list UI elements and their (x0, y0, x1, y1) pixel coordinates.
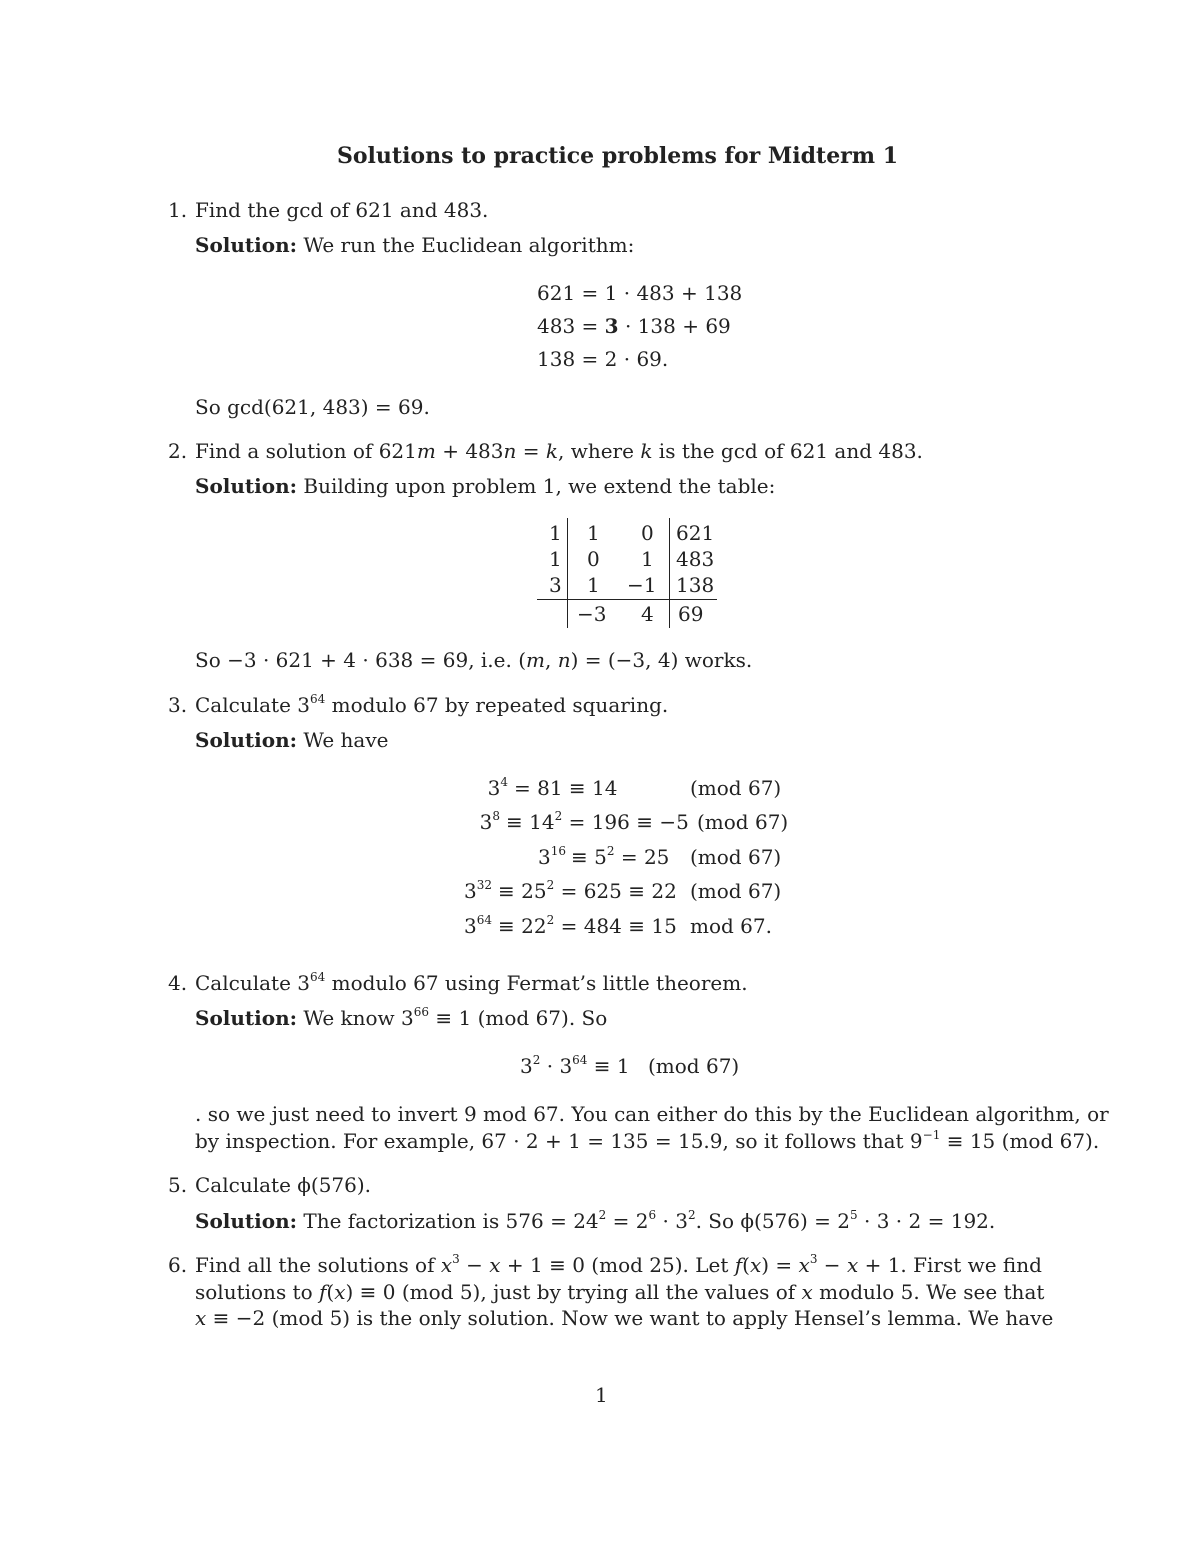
problem-1-solution (195, 235, 634, 255)
text-fragment: 3 (537, 845, 551, 869)
eq-lhs: 621 (537, 281, 576, 305)
exponent: 5 (850, 1208, 858, 1222)
solution-text: Building upon problem 1, we extend the table: (303, 474, 776, 498)
table-cell: 138 (676, 573, 715, 597)
text-fragment: 3 (520, 1054, 533, 1078)
exponent: 64 (572, 1053, 588, 1067)
square-row-lhs (400, 913, 492, 938)
text-fragment: ≡ 1 (587, 1054, 630, 1078)
var-m: m (526, 648, 545, 672)
text-fragment: − (459, 1253, 490, 1277)
exponent: 2 (546, 913, 555, 927)
table-cell: 0 (587, 547, 600, 571)
exponent: −1 (922, 1128, 941, 1142)
solution-text: We know 3 (303, 1006, 414, 1030)
square-row-mod: (mod 67) (690, 845, 782, 869)
problem-2-conclusion (195, 650, 752, 670)
text-fragment: ( (742, 1253, 750, 1277)
var-k: k (545, 439, 558, 463)
problem-2-number: 2. (168, 439, 188, 463)
text-fragment: ≡ 22 (498, 914, 547, 938)
q-text: modulo 67 using Fermat’s little theorem. (325, 971, 748, 995)
text-fragment: solutions to (195, 1280, 319, 1304)
euclid-eq-1 (537, 283, 742, 303)
square-row-lhs (400, 775, 508, 800)
euclid-eq-2 (537, 316, 731, 336)
math-variable: f (734, 1253, 743, 1277)
exponent: 2 (554, 809, 563, 823)
page-title: Solutions to practice problems for Midterm 1 (337, 143, 899, 169)
c-text: So −3 · 621 + 4 · 638 = 69, i.e. ( (195, 648, 527, 672)
math-variable: f (319, 1280, 327, 1304)
text-fragment: = 2 (606, 1209, 649, 1233)
text-fragment: · 3 (540, 1054, 573, 1078)
problem-2-question (195, 441, 923, 461)
var-n: n (503, 439, 517, 463)
problem-2-solution (195, 476, 775, 496)
exponent: 2 (546, 878, 555, 892)
text-fragment: ≡ −2 (mod 5) is the only solution. Now we want to apply Hensel’s lemma. We have (206, 1306, 1054, 1330)
table-cell: 1 (641, 547, 654, 571)
exponent: 32 (476, 878, 492, 892)
eq-bold-quotient: 3 (604, 314, 619, 338)
solution-text: We have (303, 728, 389, 752)
text-fragment: modulo 5. We see that (812, 1280, 1045, 1304)
table-cell: 1 (587, 521, 600, 545)
page-number: 1 (595, 1383, 608, 1407)
problem-4-para-line-2 (195, 1128, 1100, 1153)
eq-rhs: = 1 · 483 + 138 (581, 281, 743, 305)
problem-1-question: Find the gcd of 621 and 483. (195, 198, 489, 222)
math-variable: x (440, 1253, 453, 1277)
text-fragment: + 1. First we find (858, 1253, 1042, 1277)
solution-label: Solution: (195, 1006, 298, 1030)
text-fragment: Find all the solutions of (195, 1253, 441, 1277)
exponent: 3 (452, 1252, 460, 1266)
math-variable: x (798, 1253, 810, 1277)
q-text: Calculate 3 (195, 971, 310, 995)
q-text: , where (558, 439, 641, 463)
solution-label: Solution: (195, 474, 298, 498)
text-fragment: ( (326, 1280, 335, 1304)
text-fragment: · 3 (656, 1209, 688, 1233)
text-fragment: = 25 (614, 845, 670, 869)
var-k: k (640, 439, 653, 463)
c-text: , (544, 648, 558, 672)
text-fragment: · 3 · 2 = 192. (857, 1209, 996, 1233)
table-cell: 0 (641, 521, 654, 545)
table-cell: −1 (627, 573, 657, 597)
text-fragment: 3 (463, 914, 477, 938)
table-cell: 4 (641, 602, 654, 626)
exponent: 2 (687, 1208, 696, 1222)
exponent: 66 (413, 1005, 430, 1019)
table-cell: −3 (577, 602, 607, 626)
problem-4-solution (195, 1005, 608, 1030)
exponent: 6 (648, 1208, 657, 1222)
eq-rhs: = 2 · 69. (581, 347, 669, 371)
square-row-lhs (400, 878, 492, 903)
problem-3-question (195, 692, 669, 717)
table-hline (537, 599, 717, 600)
square-row-lhs (400, 809, 500, 834)
text-fragment: = 484 ≡ 15 (554, 914, 677, 938)
square-row-rhs (514, 778, 618, 798)
eq-lhs: 483 (537, 314, 576, 338)
table-cell: 69 (678, 602, 704, 626)
problem-4-question (195, 970, 748, 995)
problem-4-para-line-1: . so we just need to invert 9 mod 67. You can either do this by the Euclidean algorithm, or (195, 1102, 1109, 1126)
text-fragment: ) = (761, 1253, 799, 1277)
exponent: 64 (309, 970, 326, 984)
q-text: Find a solution of 621 (195, 439, 417, 463)
q-text: modulo 67 by repeated squaring. (325, 693, 669, 717)
problem-1-conclusion: So gcd(621, 483) = 69. (195, 395, 430, 419)
text-fragment: 3 (487, 776, 501, 800)
text-fragment: ≡ 14 (506, 810, 555, 834)
euclid-eq-3 (537, 349, 668, 369)
solution-label: Solution: (195, 233, 298, 257)
solution-label: Solution: (195, 1209, 298, 1233)
square-row-lhs (400, 844, 566, 869)
text-fragment: ≡ 15 (mod 67). (940, 1129, 1100, 1153)
problem-1-number: 1. (168, 198, 188, 222)
table-vline-1 (567, 518, 568, 628)
square-row-mod: (mod 67) (690, 879, 782, 903)
square-row-rhs (571, 844, 670, 869)
var-n: n (557, 648, 571, 672)
square-row-rhs (506, 809, 689, 834)
text-fragment: = 81 ≡ 14 (514, 776, 618, 800)
math-variable: x (195, 1306, 207, 1330)
math-variable: x (801, 1280, 813, 1304)
square-row-mod: (mod 67) (690, 776, 782, 800)
q-text: Calculate 3 (195, 693, 310, 717)
math-variable: x (749, 1253, 762, 1277)
problem-3-number: 3. (168, 693, 188, 717)
solution-text: ≡ 1 (mod 67). So (429, 1006, 608, 1030)
exponent: 16 (550, 844, 566, 858)
eq-lhs: 138 (537, 347, 576, 371)
square-row-rhs (498, 913, 677, 938)
exponent: 2 (532, 1053, 541, 1067)
solution-text: We run the Euclidean algorithm: (303, 233, 635, 257)
euclid-table (537, 518, 717, 628)
text-fragment: − (817, 1253, 847, 1277)
solution-label: Solution: (195, 728, 298, 752)
table-cell: 621 (676, 521, 715, 545)
math-variable: x (846, 1253, 859, 1277)
fermat-mod: (mod 67) (648, 1054, 740, 1078)
text-fragment: . So ϕ(576) = 2 (695, 1209, 851, 1233)
text-fragment: + 1 ≡ 0 (mod 25). Let (500, 1253, 735, 1277)
problem-6-line-2 (195, 1282, 1044, 1302)
problem-5-solution (195, 1208, 996, 1233)
problem-5-number: 5. (168, 1173, 188, 1197)
square-row-rhs (498, 878, 677, 903)
exponent: 3 (809, 1252, 818, 1266)
text-fragment: The factorization is 576 = 24 (303, 1209, 599, 1233)
problem-6-number: 6. (168, 1253, 188, 1277)
table-cell: 1 (549, 547, 562, 571)
eq-rhs-rest: · 138 + 69 (618, 314, 731, 338)
text-fragment: ≡ 25 (498, 879, 547, 903)
exponent: 4 (500, 775, 508, 789)
table-vline-2 (669, 518, 670, 628)
exponent: 64 (476, 913, 492, 927)
text-fragment: 3 (479, 810, 493, 834)
problem-3-solution (195, 730, 388, 750)
text-fragment: ) ≡ 0 (mod 5), just by trying all the values of (345, 1280, 802, 1304)
text-fragment: by inspection. For example, 67 · 2 + 1 = 135 = 15.9, so it follows that 9 (195, 1129, 923, 1153)
text-fragment: ≡ 5 (571, 845, 607, 869)
table-cell: 483 (676, 547, 715, 571)
q-text: + 483 (435, 439, 504, 463)
q-text: is the gcd of 621 and 483. (652, 439, 923, 463)
math-variable: x (489, 1253, 501, 1277)
square-row-mod: mod 67. (690, 914, 772, 938)
text-fragment: = 625 ≡ 22 (554, 879, 677, 903)
exponent: 2 (598, 1208, 607, 1222)
fermat-equation (520, 1053, 630, 1078)
table-cell: 1 (587, 573, 600, 597)
exponent: 8 (492, 809, 500, 823)
q-text: = (516, 439, 546, 463)
eq-rhs: = (581, 314, 605, 338)
problem-4-number: 4. (168, 971, 188, 995)
text-fragment: = 196 ≡ −5 (562, 810, 689, 834)
math-variable: x (334, 1280, 346, 1304)
problem-6-line-1 (195, 1252, 1042, 1277)
square-row-mod: (mod 67) (697, 810, 789, 834)
table-cell: 1 (549, 521, 562, 545)
exponent: 64 (309, 692, 326, 706)
problem-5-question: Calculate ϕ(576). (195, 1173, 372, 1197)
problem-6-line-3 (195, 1308, 1053, 1328)
table-cell: 3 (549, 573, 562, 597)
c-text: ) = (−3, 4) works. (570, 648, 753, 672)
var-m: m (416, 439, 436, 463)
exponent: 2 (606, 844, 615, 858)
text-fragment: 3 (463, 879, 477, 903)
